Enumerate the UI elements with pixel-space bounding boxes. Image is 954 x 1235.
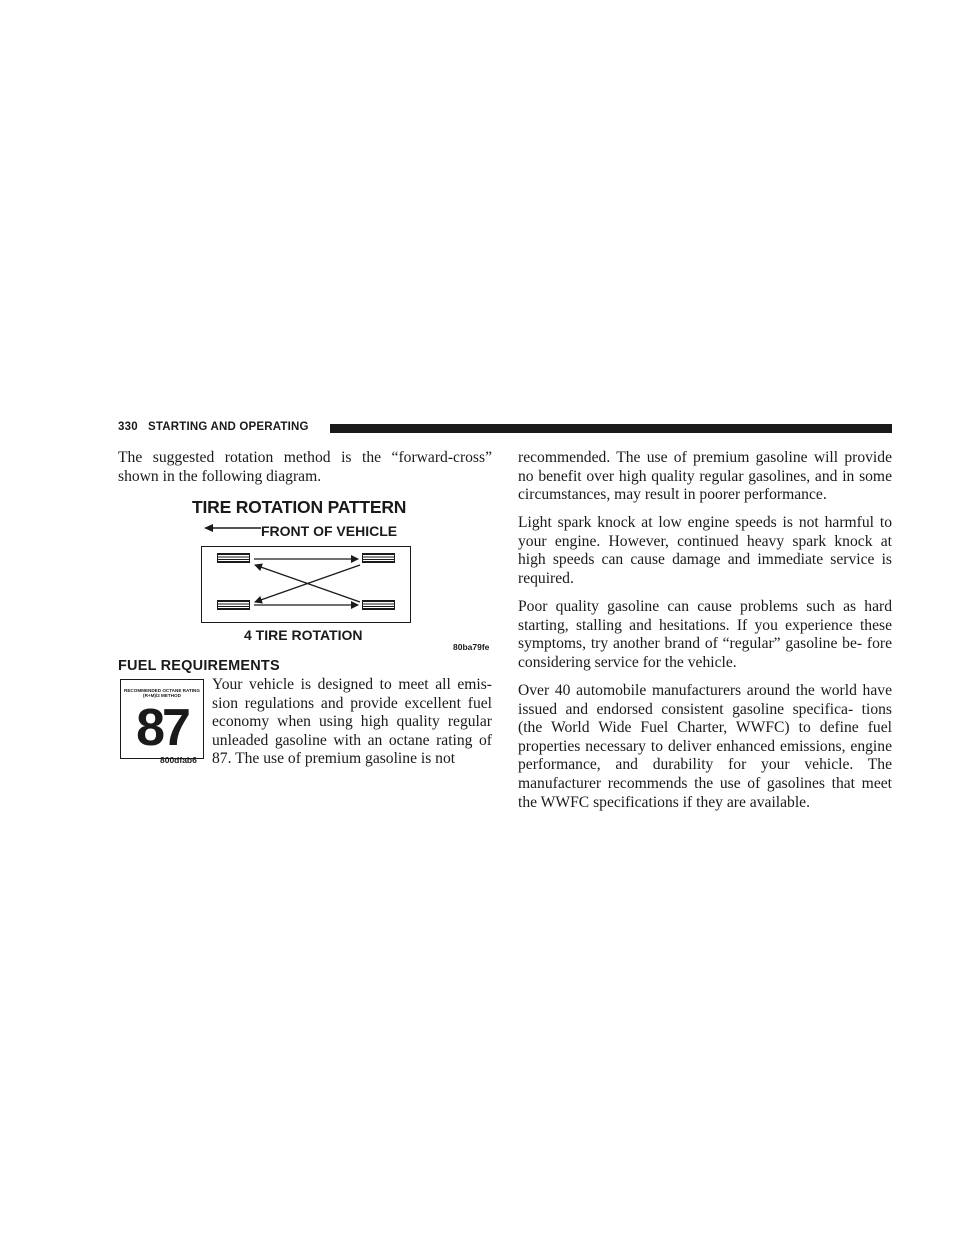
right-paragraph-2: Light spark knock at low engine speeds is not harmful to your engine. However, continued heavy spark knock at high speeds can cause damage and immediate service is required. [518, 514, 892, 587]
front-arrow-icon [204, 522, 262, 534]
header-rule [330, 424, 892, 433]
octane-label-line1: RECOMMENDED OCTANE RATING [124, 688, 200, 693]
tire-rotation-diagram [190, 496, 490, 656]
intro-paragraph: The suggested rotation method is the “forward-cross” shown in the following diagram. [118, 449, 492, 485]
octane-image-code: 800dfab6 [160, 755, 197, 765]
section-title: STARTING AND OPERATING [147, 421, 309, 433]
octane-number: 87 [136, 699, 188, 757]
page-number-section [118, 421, 309, 433]
octane-rating-label [120, 679, 204, 759]
page-header [118, 420, 892, 436]
vehicle-outline [201, 546, 411, 623]
octane-label-line2: (R+M)/2 METHOD [143, 693, 181, 699]
front-of-vehicle-label: FRONT OF VEHICLE [261, 523, 398, 539]
diagram-code: 80ba79fe [453, 642, 490, 652]
right-paragraph-3: Poor quality gasoline can cause problems such as hard starting, stalling and hesitations. If you experience these symptoms, try another brand of “regular” gasoline be- fore considering service for the vehicle. [518, 598, 892, 671]
diagram-title: TIRE ROTATION PATTERN [192, 497, 407, 517]
fuel-requirements-heading: FUEL REQUIREMENTS [118, 658, 280, 674]
right-paragraph-4: Over 40 automobile manufacturers around the world have issued and endorsed consistent gasoline specifica- tions (the World Wide Fuel Charter, WWFC) to define fuel properties necessary to deliver enhanced emissions, engine performance, and durability for your vehicle. The manufacturer recommends the use of gasolines that meet the WWFC specifications if they are available. [518, 682, 892, 811]
right-paragraph-1: recommended. The use of premium gasoline will provide no benefit over high quality regular gasolines, and in some circumstances, may result in poorer performance. [518, 449, 892, 504]
diagram-caption: 4 TIRE ROTATION [244, 627, 363, 643]
rotation-arrows [202, 547, 410, 622]
fuel-paragraph: Your vehicle is designed to meet all emis- sion regulations and provide excellent fuel economy when using high quality regular unleaded gasoline with an octane rating of 87. The use of premium gasoline is not [212, 676, 492, 768]
page-number: 330 [118, 421, 138, 433]
